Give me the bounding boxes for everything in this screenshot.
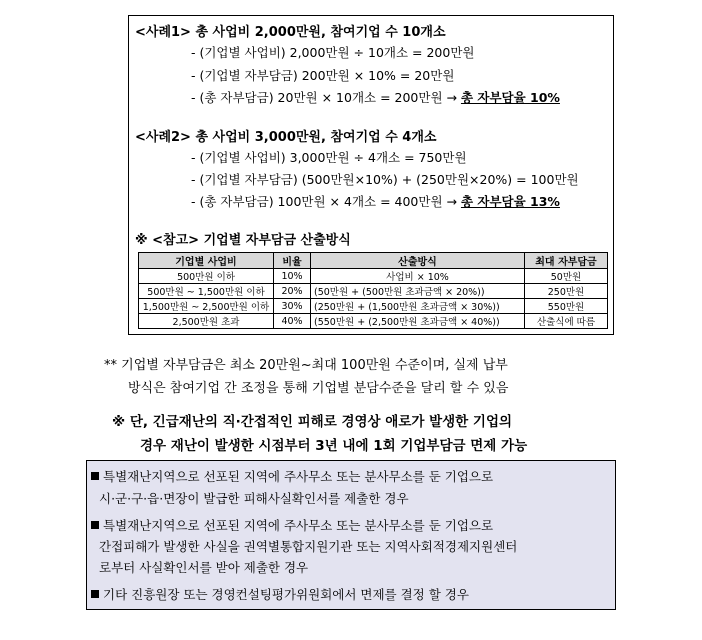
cell: 10%	[274, 269, 311, 284]
table-row	[139, 299, 608, 314]
case2-line3	[191, 192, 560, 210]
cell: 2,500만원 초과	[139, 314, 274, 329]
header-method: 산출방식	[311, 253, 525, 269]
condition-1-line1	[91, 467, 493, 485]
case2-result: 총 자부담율 13%	[460, 194, 560, 209]
table-row	[139, 284, 608, 299]
condition-text: 특별재난지역으로 선포된 지역에 주사무소 또는 분사무소를 둔 기업으로	[103, 518, 494, 533]
condition-1-line2: 시·군·구·읍·면장이 발급한 피해사실확인서를 제출한 경우	[99, 491, 409, 506]
reference-table	[138, 252, 608, 329]
header-cost: 기업별 사업비	[139, 253, 274, 269]
condition-text: 기타 진흥원장 또는 경영컨설팅평가위원회에서 면제를 결정 할 경우	[103, 587, 469, 602]
cell: 20%	[274, 284, 311, 299]
note-line1: ** 기업별 자부담금은 최소 20만원~최대 100만원 수준이며, 실제 납부	[104, 358, 508, 373]
header-ratio: 비율	[274, 253, 311, 269]
case1-line3-text: - (총 자부담금) 20만원 × 10개소 = 200만원 →	[191, 90, 457, 105]
cell: 1,500만원 ~ 2,500만원 이하	[139, 299, 274, 314]
cell: 50만원	[525, 269, 608, 284]
warning-line1: ※ 단, 긴급재난의 직·간접적인 피해로 경영상 애로가 발생한 기업의	[112, 414, 513, 430]
condition-text: 특별재난지역으로 선포된 지역에 주사무소 또는 분사무소를 둔 기업으로	[103, 469, 494, 484]
cell: 250만원	[525, 284, 608, 299]
case1-line3	[191, 88, 560, 106]
warning-line2: 경우 재난이 발생한 시점부터 3년 내에 1회 기업부담금 면제 가능	[140, 438, 528, 454]
cell: (250만원 + (1,500만원 초과금액 × 30%))	[311, 299, 525, 314]
cell: (50만원 + (500만원 초과금액 × 20%))	[311, 284, 525, 299]
case1-result: 총 자부담율 10%	[460, 90, 560, 105]
square-bullet-icon	[91, 521, 99, 529]
table-row	[139, 314, 608, 329]
case2-title: <사례2> 총 사업비 3,000만원, 참여기업 수 4개소	[135, 130, 437, 145]
cell: 사업비 × 10%	[311, 269, 525, 284]
cell: 550만원	[525, 299, 608, 314]
square-bullet-icon	[91, 590, 99, 598]
table-header-row	[139, 253, 608, 269]
cell: 500만원 이하	[139, 269, 274, 284]
case1-line2: - (기업별 자부담금) 200만원 × 10% = 20만원	[191, 68, 455, 83]
condition-2-line1	[91, 516, 493, 534]
condition-2-line3: 로부터 사실확인서를 받아 제출한 경우	[99, 560, 309, 575]
cell: (550만원 + (2,500만원 초과금액 × 40%))	[311, 314, 525, 329]
exemption-conditions-box	[86, 460, 616, 610]
cell: 산출식에 따름	[525, 314, 608, 329]
condition-2-line2: 간접피해가 발생한 사실을 권역별통합지원기관 또는 지역사회적경제지원센터	[99, 539, 518, 554]
case1-line1: - (기업별 사업비) 2,000만원 ÷ 10개소 = 200만원	[191, 45, 475, 60]
case2-line2: - (기업별 자부담금) (500만원×10%) + (250만원×20%) = 100만원	[191, 172, 579, 187]
reference-title: ※ <참고> 기업별 자부담금 산출방식	[135, 233, 351, 248]
condition-3-line1	[91, 585, 469, 603]
cell: 500만원 ~ 1,500만원 이하	[139, 284, 274, 299]
table-row	[139, 269, 608, 284]
case2-line1: - (기업별 사업비) 3,000만원 ÷ 4개소 = 750만원	[191, 150, 467, 165]
case2-line3-text: - (총 자부담금) 100만원 × 4개소 = 400만원 →	[191, 194, 457, 209]
note-line2: 방식은 참여기업 간 조정을 통해 기업별 분담수준을 달리 할 수 있음	[128, 381, 509, 396]
square-bullet-icon	[91, 472, 99, 480]
header-max: 최대 자부담금	[525, 253, 608, 269]
cell: 30%	[274, 299, 311, 314]
examples-box	[128, 15, 614, 335]
cell: 40%	[274, 314, 311, 329]
case1-title: <사례1> 총 사업비 2,000만원, 참여기업 수 10개소	[135, 25, 446, 40]
